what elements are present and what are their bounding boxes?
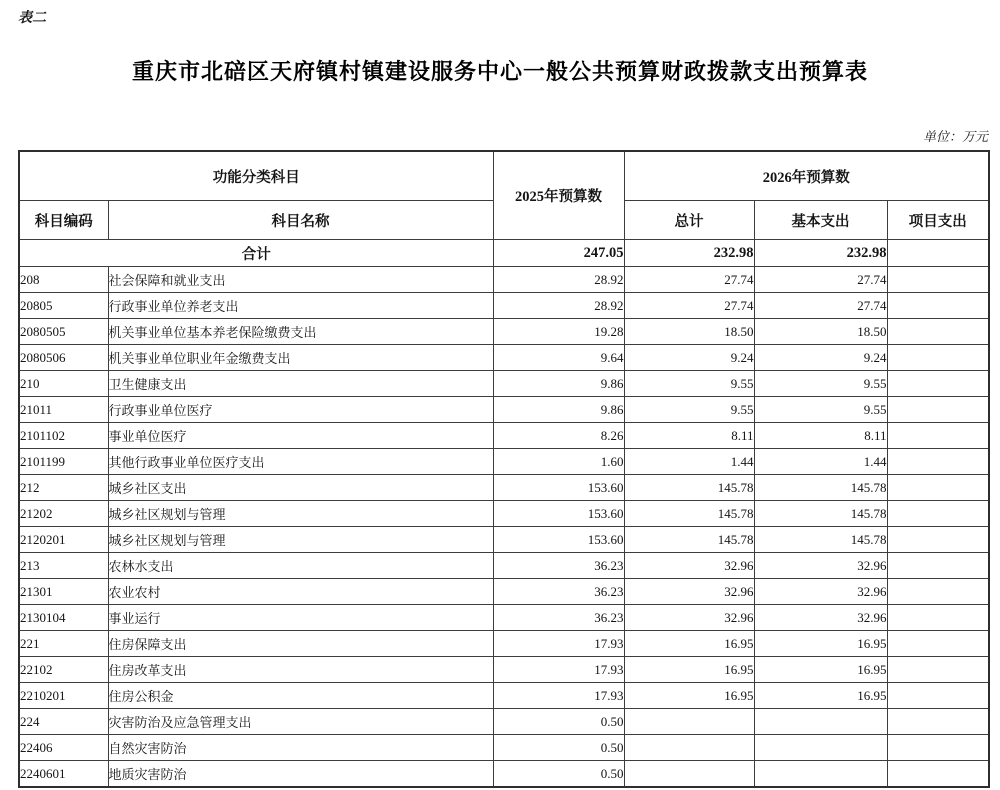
header-function-group: 功能分类科目 [19, 151, 493, 201]
budget-2025-cell: 36.23 [493, 605, 624, 631]
project-2026-cell [887, 345, 989, 371]
budget-2025-cell: 153.60 [493, 475, 624, 501]
budget-2025-cell: 0.50 [493, 761, 624, 788]
total-2026-cell: 8.11 [624, 423, 754, 449]
total-2026-cell: 1.44 [624, 449, 754, 475]
budget-2025-cell: 0.50 [493, 709, 624, 735]
project-2026-cell [887, 371, 989, 397]
total-2026-cell: 9.24 [624, 345, 754, 371]
basic-2026-cell: 9.24 [754, 345, 887, 371]
project-2026-cell [887, 631, 989, 657]
subject-name-cell: 机关事业单位基本养老保险缴费支出 [108, 319, 493, 345]
project-2026-cell [887, 735, 989, 761]
total-2026-cell: 18.50 [624, 319, 754, 345]
total-2026-cell [624, 761, 754, 788]
basic-2026-cell: 16.95 [754, 631, 887, 657]
subject-name-cell: 社会保障和就业支出 [108, 267, 493, 293]
budget-2025-cell: 0.50 [493, 735, 624, 761]
subject-code-cell: 2101102 [19, 423, 108, 449]
subject-name-cell: 灾害防治及应急管理支出 [108, 709, 493, 735]
basic-2026-cell [754, 735, 887, 761]
subject-name-cell: 事业运行 [108, 605, 493, 631]
page-title: 重庆市北碚区天府镇村镇建设服务中心一般公共预算财政拨款支出预算表 [131, 59, 868, 84]
subject-name-cell: 城乡社区规划与管理 [108, 527, 493, 553]
total-2026-cell: 16.95 [624, 631, 754, 657]
total-row-label: 合计 [19, 240, 493, 267]
basic-2026-cell: 18.50 [754, 319, 887, 345]
budget-2025-cell: 36.23 [493, 579, 624, 605]
table-row [19, 579, 989, 605]
project-2026-cell [887, 423, 989, 449]
subject-name-cell: 住房改革支出 [108, 657, 493, 683]
total-2026-cell [624, 735, 754, 761]
basic-2026-cell: 16.95 [754, 657, 887, 683]
subject-name-cell: 行政事业单位医疗 [108, 397, 493, 423]
budget-2025-cell: 1.60 [493, 449, 624, 475]
subject-name-cell: 住房保障支出 [108, 631, 493, 657]
subject-name-cell: 卫生健康支出 [108, 371, 493, 397]
subject-code-cell: 2130104 [19, 605, 108, 631]
budget-table-header [19, 151, 989, 240]
total-2026-cell: 32.96 [624, 579, 754, 605]
project-2026-cell [887, 293, 989, 319]
subject-code-cell: 2240601 [19, 761, 108, 788]
budget-2025-cell: 19.28 [493, 319, 624, 345]
total-2026-cell: 9.55 [624, 397, 754, 423]
budget-2025-cell: 153.60 [493, 501, 624, 527]
header-subject-name: 科目名称 [108, 201, 493, 240]
subject-code-cell: 21202 [19, 501, 108, 527]
basic-2026-cell: 1.44 [754, 449, 887, 475]
table-row [19, 735, 989, 761]
table-number-label: 表二 [18, 11, 46, 26]
budget-2025-cell: 8.26 [493, 423, 624, 449]
budget-2025-cell: 153.60 [493, 527, 624, 553]
subject-code-cell: 2080505 [19, 319, 108, 345]
total-2026-cell: 16.95 [624, 683, 754, 709]
total-row-2026-total: 232.98 [624, 240, 754, 267]
basic-2026-cell: 16.95 [754, 683, 887, 709]
budget-2025-cell: 9.86 [493, 371, 624, 397]
table-row [19, 449, 989, 475]
total-row-2025: 247.05 [493, 240, 624, 267]
table-row [19, 553, 989, 579]
basic-2026-cell [754, 709, 887, 735]
budget-table [18, 150, 990, 788]
total-row-2026-basic: 232.98 [754, 240, 887, 267]
total-2026-cell: 145.78 [624, 475, 754, 501]
header-subject-code: 科目编码 [19, 201, 108, 240]
subject-code-cell: 21301 [19, 579, 108, 605]
project-2026-cell [887, 553, 989, 579]
subject-name-cell: 农业农村 [108, 579, 493, 605]
subject-name-cell: 事业单位医疗 [108, 423, 493, 449]
table-row [19, 319, 989, 345]
project-2026-cell [887, 657, 989, 683]
header-row-1 [19, 151, 989, 201]
header-2026-budget: 2026年预算数 [624, 151, 989, 201]
subject-code-cell: 221 [19, 631, 108, 657]
basic-2026-cell [754, 761, 887, 788]
subject-code-cell: 21011 [19, 397, 108, 423]
subject-code-cell: 2080506 [19, 345, 108, 371]
basic-2026-cell: 27.74 [754, 267, 887, 293]
subject-code-cell: 213 [19, 553, 108, 579]
basic-2026-cell: 8.11 [754, 423, 887, 449]
project-2026-cell [887, 501, 989, 527]
total-2026-cell: 9.55 [624, 371, 754, 397]
table-row [19, 371, 989, 397]
budget-2025-cell: 17.93 [493, 631, 624, 657]
total-2026-cell: 16.95 [624, 657, 754, 683]
total-2026-cell: 32.96 [624, 553, 754, 579]
unit-note: 单位：万元 [922, 129, 988, 144]
total-row [19, 240, 989, 267]
project-2026-cell [887, 605, 989, 631]
project-2026-cell [887, 709, 989, 735]
subject-code-cell: 2101199 [19, 449, 108, 475]
table-row [19, 683, 989, 709]
table-row [19, 397, 989, 423]
total-2026-cell: 145.78 [624, 527, 754, 553]
basic-2026-cell: 145.78 [754, 475, 887, 501]
subject-code-cell: 2120201 [19, 527, 108, 553]
subject-name-cell: 行政事业单位养老支出 [108, 293, 493, 319]
table-row [19, 527, 989, 553]
basic-2026-cell: 32.96 [754, 553, 887, 579]
table-row [19, 345, 989, 371]
subject-code-cell: 2210201 [19, 683, 108, 709]
budget-2025-cell: 36.23 [493, 553, 624, 579]
total-2026-cell: 145.78 [624, 501, 754, 527]
budget-2025-cell: 28.92 [493, 293, 624, 319]
table-row [19, 293, 989, 319]
basic-2026-cell: 9.55 [754, 371, 887, 397]
budget-table-body [19, 240, 989, 788]
project-2026-cell [887, 319, 989, 345]
table-row [19, 709, 989, 735]
project-2026-cell [887, 397, 989, 423]
subject-name-cell: 城乡社区规划与管理 [108, 501, 493, 527]
total-2026-cell: 32.96 [624, 605, 754, 631]
subject-name-cell: 住房公积金 [108, 683, 493, 709]
subject-code-cell: 210 [19, 371, 108, 397]
budget-2025-cell: 9.64 [493, 345, 624, 371]
subject-name-cell: 地质灾害防治 [108, 761, 493, 788]
budget-2025-cell: 9.86 [493, 397, 624, 423]
project-2026-cell [887, 475, 989, 501]
total-2026-cell: 27.74 [624, 293, 754, 319]
project-2026-cell [887, 267, 989, 293]
table-row [19, 501, 989, 527]
header-project-expenditure: 项目支出 [887, 201, 989, 240]
subject-code-cell: 212 [19, 475, 108, 501]
header-basic-expenditure: 基本支出 [754, 201, 887, 240]
project-2026-cell [887, 579, 989, 605]
project-2026-cell [887, 527, 989, 553]
table-row [19, 761, 989, 788]
subject-code-cell: 20805 [19, 293, 108, 319]
basic-2026-cell: 32.96 [754, 579, 887, 605]
table-row [19, 631, 989, 657]
subject-name-cell: 其他行政事业单位医疗支出 [108, 449, 493, 475]
table-row [19, 267, 989, 293]
total-2026-cell: 27.74 [624, 267, 754, 293]
budget-2025-cell: 17.93 [493, 683, 624, 709]
table-row [19, 423, 989, 449]
subject-name-cell: 机关事业单位职业年金缴费支出 [108, 345, 493, 371]
table-row [19, 657, 989, 683]
total-row-2026-project [887, 240, 989, 267]
basic-2026-cell: 27.74 [754, 293, 887, 319]
subject-name-cell: 农林水支出 [108, 553, 493, 579]
basic-2026-cell: 145.78 [754, 501, 887, 527]
total-2026-cell [624, 709, 754, 735]
subject-code-cell: 22406 [19, 735, 108, 761]
header-2025-budget: 2025年预算数 [493, 151, 624, 240]
subject-name-cell: 城乡社区支出 [108, 475, 493, 501]
project-2026-cell [887, 449, 989, 475]
budget-2025-cell: 17.93 [493, 657, 624, 683]
budget-2025-cell: 28.92 [493, 267, 624, 293]
basic-2026-cell: 32.96 [754, 605, 887, 631]
subject-code-cell: 22102 [19, 657, 108, 683]
table-row [19, 475, 989, 501]
basic-2026-cell: 9.55 [754, 397, 887, 423]
basic-2026-cell: 145.78 [754, 527, 887, 553]
project-2026-cell [887, 683, 989, 709]
header-total: 总计 [624, 201, 754, 240]
subject-code-cell: 224 [19, 709, 108, 735]
subject-code-cell: 208 [19, 267, 108, 293]
subject-name-cell: 自然灾害防治 [108, 735, 493, 761]
table-row [19, 605, 989, 631]
project-2026-cell [887, 761, 989, 788]
